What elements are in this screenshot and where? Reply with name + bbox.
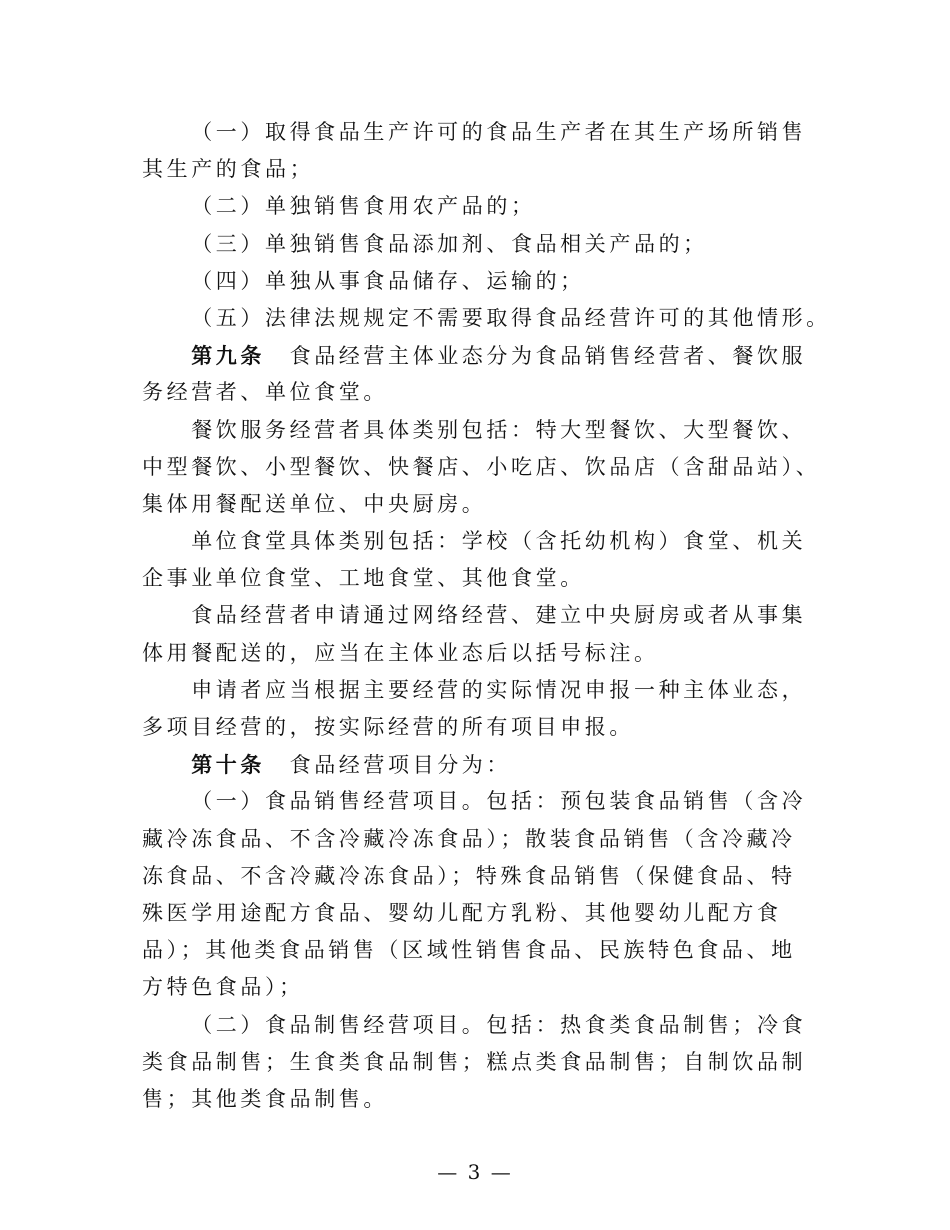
paragraph: [142, 672, 842, 746]
text-line: 售；其他类食品制售。: [142, 1086, 388, 1111]
text-line: 务经营者、单位食堂。: [142, 380, 388, 405]
text-line: 申请者应当根据主要经营的实际情况申报一种主体业态，: [191, 677, 807, 702]
paragraph: [142, 1007, 842, 1119]
text-line: [142, 746, 842, 783]
text-line: （三）单独销售食品添加剂、食品相关产品的；: [191, 231, 708, 256]
text-line: （四）单独从事食品储存、运输的；: [191, 268, 585, 293]
text-line: [142, 337, 842, 374]
text-line: 多项目经营的，按实际经营的所有项目申报。: [142, 715, 634, 739]
text-line-content: 食品经营主体业态分为食品销售经营者、餐饮服: [289, 344, 807, 369]
text-line: （五）法律法规规定不需要取得食品经营许可的其他情形。: [191, 305, 831, 330]
text-line-content: 食品经营项目分为：: [289, 753, 511, 778]
article-10: [142, 746, 842, 783]
text-line: （二）食品制售经营项目。包括：热食类食品制售；冷食: [191, 1012, 807, 1037]
paragraph: [142, 188, 842, 225]
article-9: [142, 337, 842, 411]
text-line: 食品经营者申请通过网络经营、建立中央厨房或者从事集: [191, 603, 807, 628]
text-line: 餐饮服务经营者具体类别包括：特大型餐饮、大型餐饮、: [191, 417, 807, 442]
text-line: 中型餐饮、小型餐饮、快餐店、小吃店、饮品店（含甜品站）、: [142, 454, 821, 479]
text-line: （一）取得食品生产许可的食品生产者在其生产场所销售: [191, 120, 807, 144]
paragraph: [142, 263, 842, 300]
text-line: 冻食品、不含冷藏冷冻食品）；特殊食品销售（保健食品、特: [142, 863, 796, 888]
document-body: [142, 114, 842, 1118]
text-line: 体用餐配送的，应当在主体业态后以括号标注。: [142, 640, 659, 665]
paragraph: [142, 114, 842, 188]
paragraph: [142, 783, 842, 1006]
paragraph: [142, 523, 842, 597]
text-line: 品）；其他类食品销售（区域性销售食品、民族特色食品、地: [142, 938, 796, 963]
article-number: 第十条: [191, 752, 265, 778]
paragraph: [142, 300, 842, 337]
article-number: 第九条: [191, 343, 265, 369]
text-line: 殊医学用途配方食品、婴幼儿配方乳粉、其他婴幼儿配方食: [142, 900, 782, 925]
text-line: 集体用餐配送单位、中央厨房。: [142, 491, 487, 516]
text-line: 方特色食品）；: [142, 975, 304, 1000]
text-line: （二）单独销售食用农产品的；: [191, 194, 536, 219]
paragraph: [142, 226, 842, 263]
page-number: — 3 —: [437, 1160, 513, 1184]
text-line: 藏冷冻食品、不含冷藏冷冻食品）；散装食品销售（含冷藏冷: [142, 826, 796, 851]
text-line: 其生产的食品；: [142, 157, 315, 182]
text-line: 类食品制售；生食类食品制售；糕点类食品制售；自制饮品制: [142, 1049, 807, 1074]
paragraph: [142, 412, 842, 524]
text-line: 企事业单位食堂、工地食堂、其他食堂。: [142, 566, 585, 591]
paragraph: [142, 597, 842, 671]
text-line: （一）食品销售经营项目。包括：预包装食品销售（含冷: [191, 789, 807, 814]
text-line: 单位食堂具体类别包括：学校（含托幼机构）食堂、机关: [191, 529, 807, 554]
